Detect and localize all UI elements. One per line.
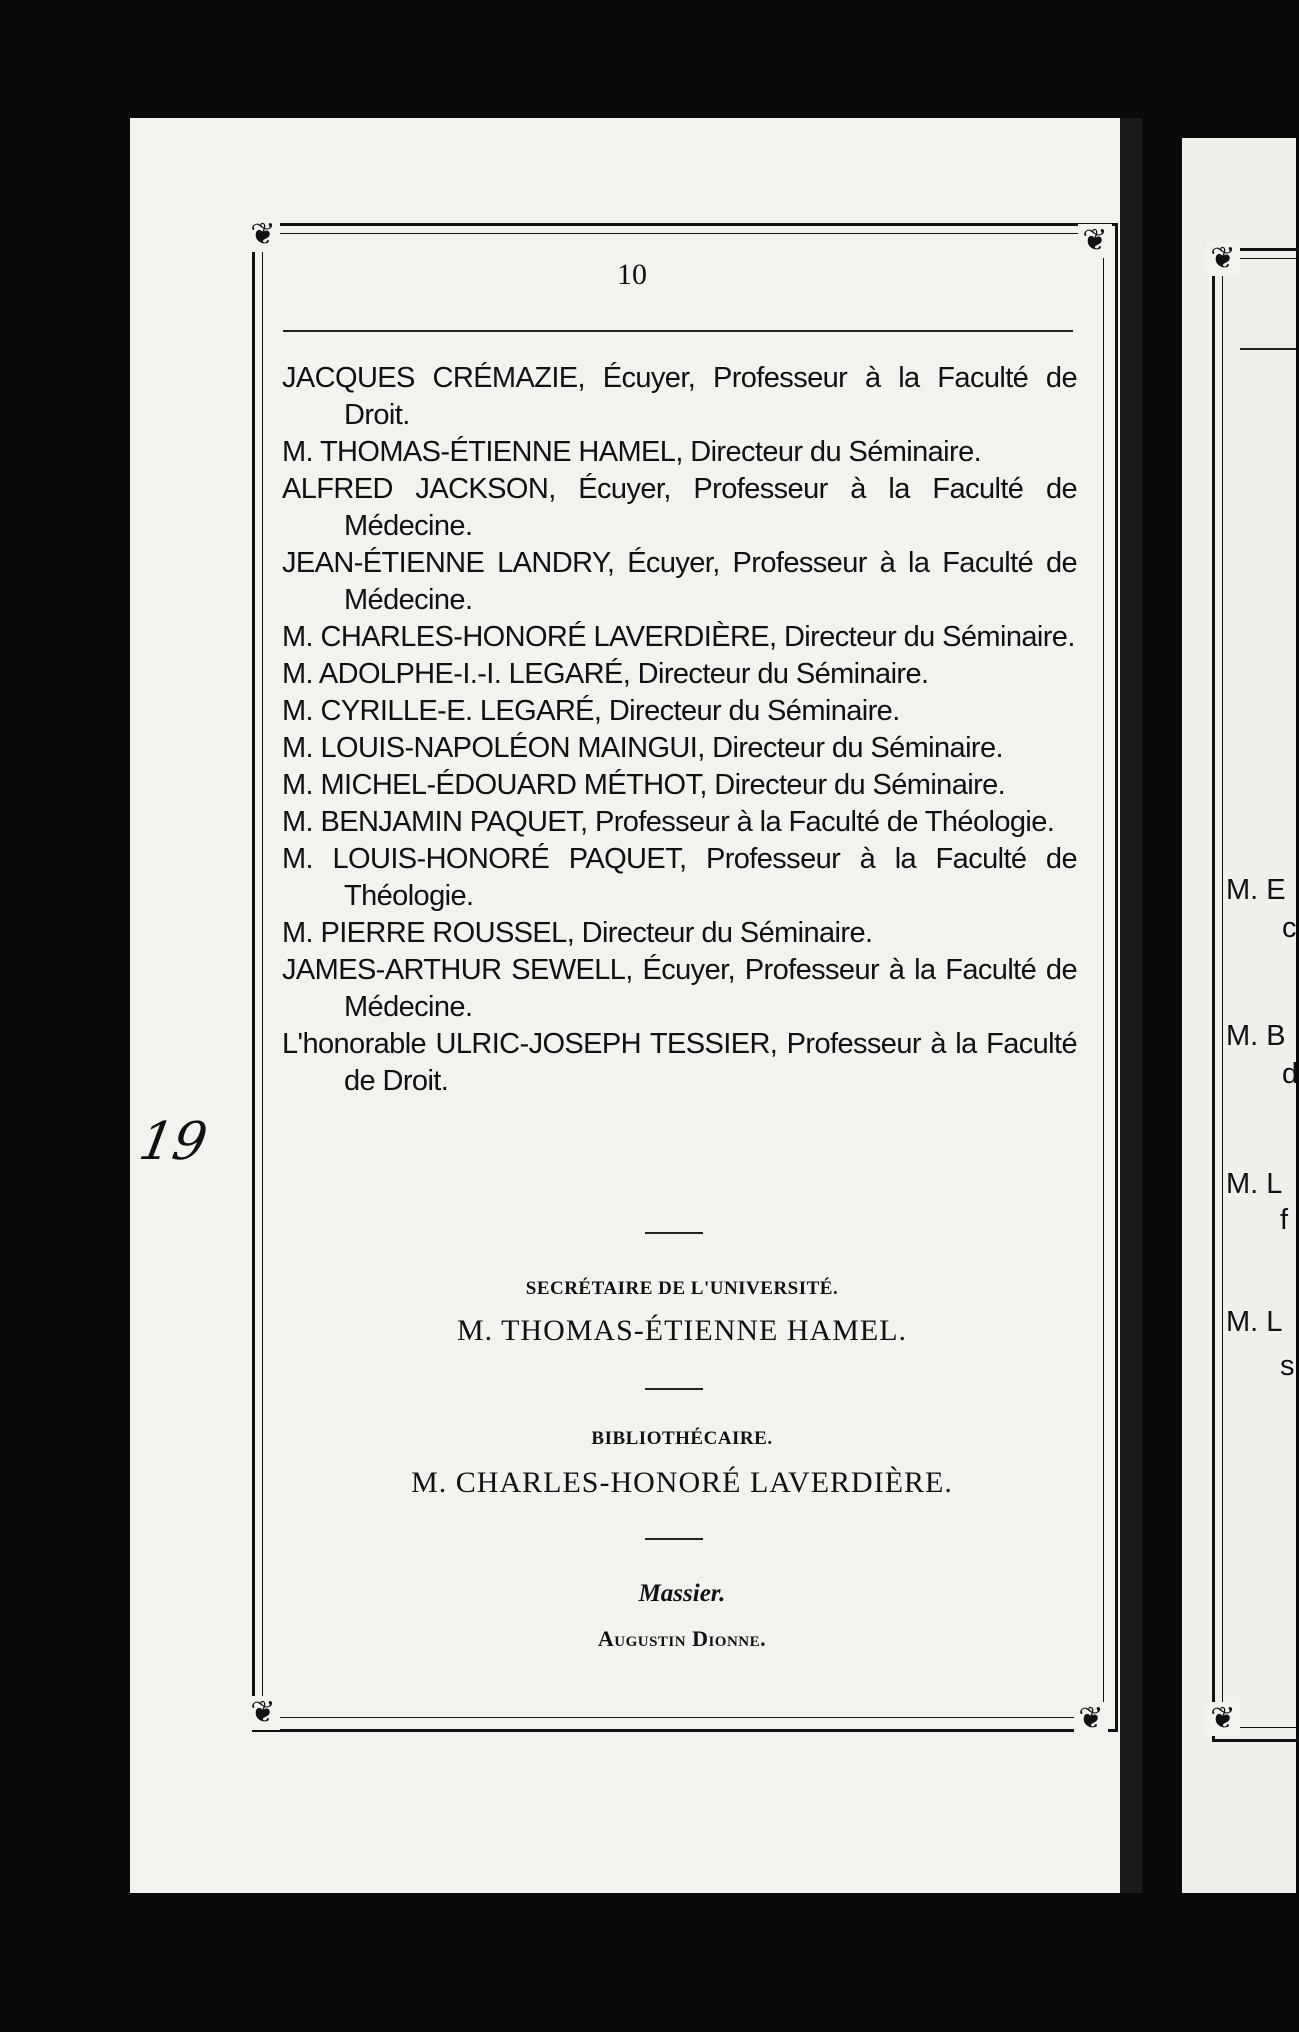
list-item: ALFRED JACKSON, Écuyer, Professeur à la Faculté de Médecine. (282, 473, 1077, 542)
adjacent-page-fragment: M. L (1226, 1168, 1283, 1200)
corner-ornament-icon: ❦ (246, 218, 280, 252)
librarian-name: M. CHARLES-HONORÉ LAVERDIÈRE. (411, 1466, 953, 1499)
librarian-heading: BIBLIOTHÉCAIRE. (591, 1428, 773, 1449)
corner-ornament-icon: ❦ (1206, 1702, 1240, 1736)
list-item: M. ADOLPHE-I.-I. LEGARÉ, Directeur du Séminaire. (282, 658, 929, 690)
section-divider (645, 1232, 703, 1234)
adjacent-page-fragment: d (1282, 1058, 1299, 1090)
adjacent-page-fragment: M. L (1226, 1306, 1283, 1338)
list-item: M. PIERRE ROUSSEL, Directeur du Séminaire. (282, 917, 873, 949)
section-divider (645, 1388, 703, 1390)
list-item: JAMES-ARTHUR SEWELL, Écuyer, Professeur à la Faculté de Médecine. (282, 954, 1077, 1023)
adjacent-page-fragment: M. B (1226, 1020, 1286, 1052)
corner-ornament-icon: ❦ (1074, 1702, 1108, 1736)
list-item: L'honorable ULRIC-JOSEPH TESSIER, Professeur à la Faculté de Droit. (282, 1028, 1077, 1097)
corner-ornament-icon: ❦ (1206, 242, 1240, 276)
adjacent-page-rule (1240, 348, 1296, 350)
list-item: M. BENJAMIN PAQUET, Professeur à la Faculté de Théologie. (282, 806, 1055, 838)
adjacent-page-fragment: c (1282, 912, 1297, 944)
list-item: JEAN-ÉTIENNE LANDRY, Écuyer, Professeur à la Faculté de Médecine. (282, 547, 1077, 616)
list-item: M. CHARLES-HONORÉ LAVERDIÈRE, Directeur du Séminaire. (282, 621, 1075, 653)
list-item: M. MICHEL-ÉDOUARD MÉTHOT, Directeur du Séminaire. (282, 769, 1006, 801)
corner-ornament-icon: ❦ (1078, 224, 1112, 258)
secretary-name: M. THOMAS-ÉTIENNE HAMEL. (456, 1314, 908, 1347)
adjacent-page-border-inner (1222, 258, 1297, 1728)
adjacent-page-fragment: s (1280, 1350, 1295, 1382)
header-rule (283, 330, 1073, 332)
list-item: M. LOUIS-NAPOLÉON MAINGUI, Directeur du Séminaire. (282, 732, 1003, 764)
adjacent-page-fragment: f (1280, 1204, 1289, 1236)
adjacent-page-fragment: M. E (1226, 874, 1286, 906)
corner-ornament-icon: ❦ (246, 1696, 280, 1730)
massier-name: Augustin Dionne. (597, 1626, 767, 1651)
list-item: M. CYRILLE-E. LEGARÉ, Directeur du Séminaire. (282, 695, 900, 727)
massier-heading: Massier. (638, 1580, 726, 1607)
list-item: M. LOUIS-HONORÉ PAQUET, Professeur à la Faculté de Théologie. (282, 843, 1077, 912)
list-item: M. THOMAS-ÉTIENNE HAMEL, Directeur du Séminaire. (282, 436, 982, 468)
handwritten-margin-note: 19 (134, 1112, 212, 1172)
book-gutter (1120, 118, 1142, 1893)
page-number: 10 (617, 258, 647, 291)
secretary-heading: SECRÉTAIRE DE L'UNIVERSITÉ. (525, 1278, 839, 1299)
personnel-list (282, 360, 1077, 1100)
list-item: JACQUES CRÉMAZIE, Écuyer, Professeur à la Faculté de Droit. (282, 362, 1077, 431)
section-divider (645, 1538, 703, 1540)
